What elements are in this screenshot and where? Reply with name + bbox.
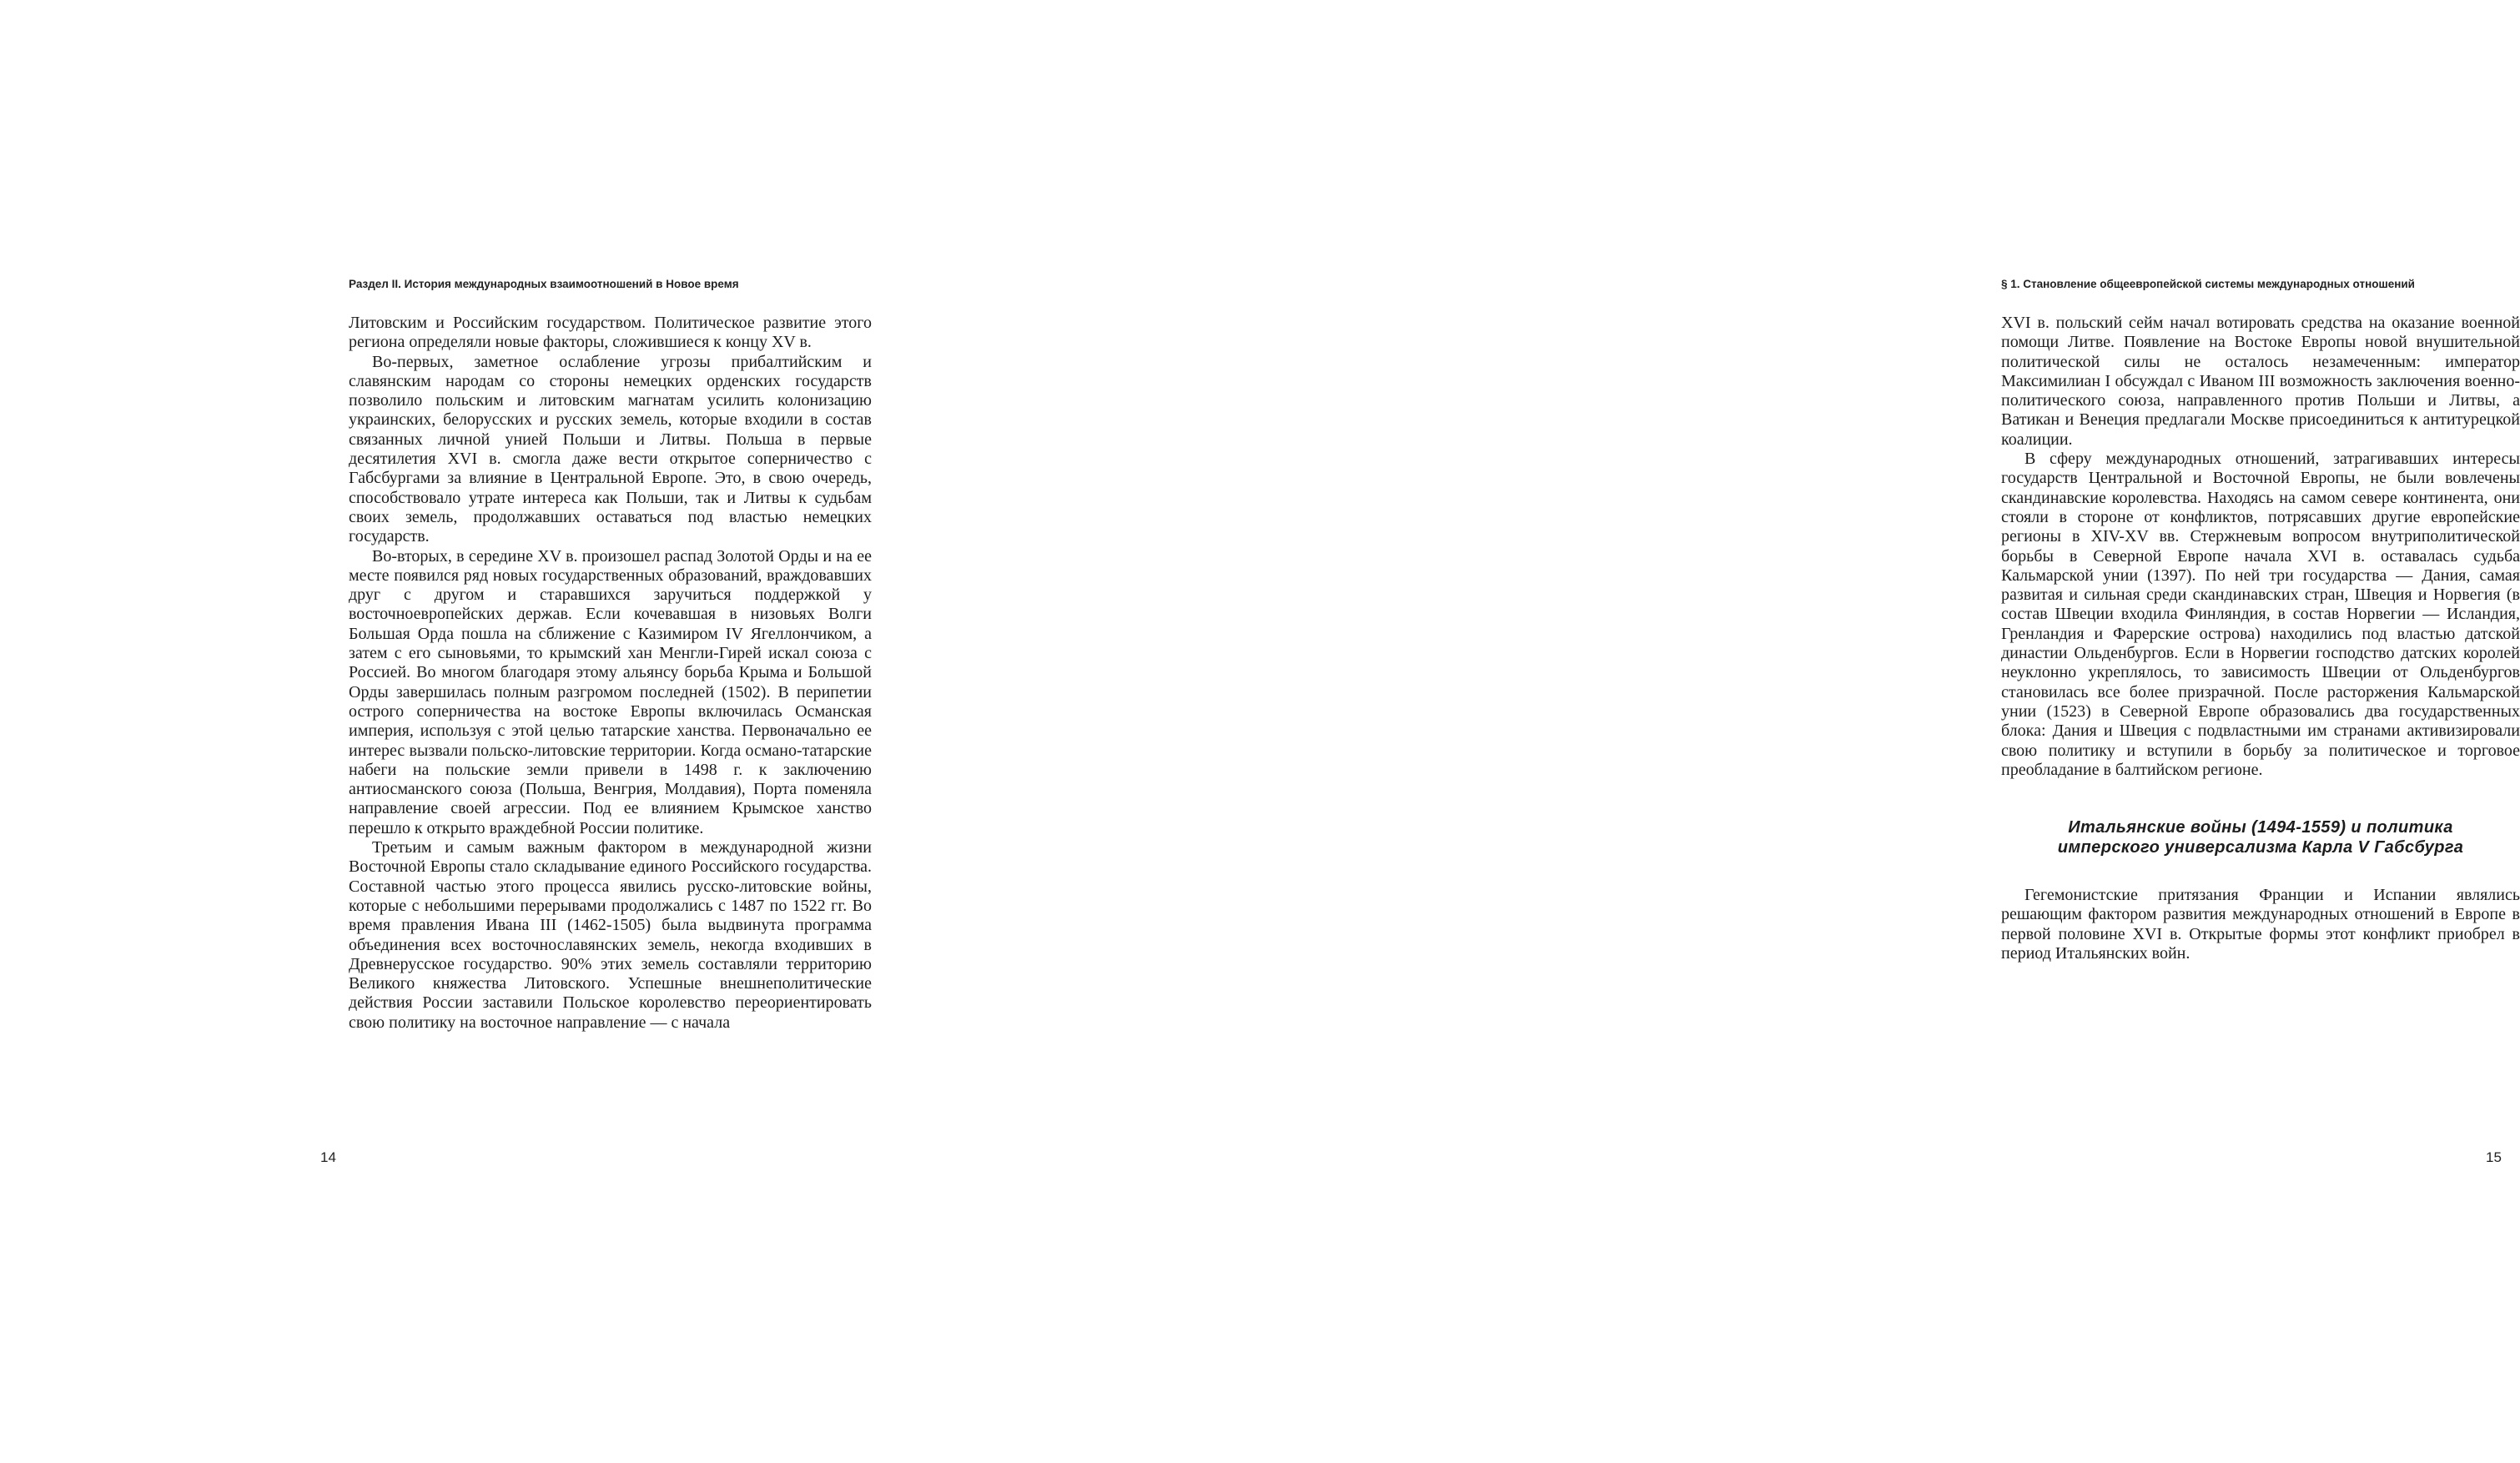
paragraph: Литовским и Российским государством. Политическое развитие этого региона определяли новые факторы, сложившиеся к концу XV в. bbox=[349, 314, 872, 352]
section-heading-line: имперского универсализма Карла V Габсбурга bbox=[2057, 838, 2464, 857]
page-number-right: 15 bbox=[2486, 1149, 2502, 1165]
paragraph: Третьим и самым важным фактором в международной жизни Восточной Европы стало складывание единого Российского государства. Составной частью этого процесса явились русско-литовские войны, которые с небольшими перерывами продолжались с 1487 по 1522 гг. Во время правления Ивана III (1462-1505) была выдвинута программа объединения всех восточнославянских земель, некогда входивших в Древнерусское государство. 90% этих земель составляли территорию Великого княжества Литовского. Успешные внешнеполитические действия России заставили Польское королевство переориентировать свою политику на восточное направление — с начала bbox=[349, 838, 872, 1032]
paragraph: Во-вторых, в середине XV в. произошел распад Золотой Орды и на ее месте появился ряд новых государственных образований, враждовавших друг с другом и старавшихся заручиться поддержкой у восточноевропейских держав. Если кочевавшая в низовьях Волги Большая Орда пошла на сближение с Казимиром IV Ягеллончиком, а затем с его сыновьями, то крымский хан Менгли-Гирей искал союза с Россией. Во многом благодаря этому альянсу борьба Крыма и Большой Орды завершилась полным разгромом последней (1502). В перипетии острого соперничества на востоке Европы включилась Османская империя, используя с этой целью татарские ханства. Первоначально ее интерес вызвали польско-литовские территории. Когда османо-татарские набеги на польские земли привели в 1498 г. к заключению антиосманского союза (Польша, Венгрия, Молдавия), Порта поменяла направление своей агрессии. Под ее влиянием Крымское ханство перешло к открыто враждебной России политике. bbox=[349, 546, 872, 837]
right-page bbox=[1034, 0, 2520, 1463]
paragraph: XVI в. польский сейм начал вотировать средства на оказание военной помощи Литве. Появление на Востоке Европы новой внушительной политической силы не осталось незамеченным: император Максимилиан I обсуждал с Иваном III возможность заключения военно-политического союза, направленного против Польши и Литвы, а Ватикан и Венеция предлагали Москве присоединиться к антитурецкой коалиции. bbox=[2001, 314, 2520, 449]
paragraph: Во-первых, заметное ослабление угрозы прибалтийским и славянским народам со стороны немецких орденских государств позволило польским и литовским магнатам усилить колонизацию украинских, белорусских и русских земель, которые входили в состав связанных личной унией Польши и Литвы. Польша в первые десятилетия XVI в. смогла даже вести открытое соперничество с Габсбургами за влияние в Центральной Европе. Это, в свою очередь, способствовало утрате интереса как Польши, так и Литвы к судьбам своих земель, продолжавших оставаться под властью немецких государств. bbox=[349, 352, 872, 546]
right-page-body bbox=[2001, 314, 2520, 963]
left-page bbox=[0, 0, 1034, 1463]
paragraph: Гегемонистские притязания Франции и Испании являлись решающим фактором развития международных отношений в Европе в первой половине XVI в. Открытые формы этот конфликт приобрел в период Итальянских войн. bbox=[2001, 886, 2520, 963]
left-page-body bbox=[349, 314, 872, 1033]
running-head-right: § 1. Становление общеевропейской системы международных отношений bbox=[2001, 278, 2415, 290]
section-heading-line: Итальянские войны (1494-1559) и политика bbox=[2068, 818, 2453, 837]
paragraph: В сферу международных отношений, затрагивавших интересы государств Центральной и Восточной Европы, не были вовлечены скандинавские королевства. Находясь на самом севере континента, они стояли в стороне от конфликтов, потрясавших другие европейские регионы в XIV-XV вв. Стержневым вопросом внутриполитической борьбы в Северной Европе начала XVI в. оставалась судьба Кальмарской унии (1397). По ней три государства — Дания, самая развитая и сильная среди скандинавских стран, Швеция и Норвегия (в состав Швеции входила Финляндия, в состав Норвегии — Исландия, Гренландия и Фарерские острова) находились под властью датской династии Ольденбургов. Если в Норвегии господство датских королей неуклонно укреплялось, то зависимость Швеции от Ольденбургов становилась все более призрачной. После расторжения Кальмарской унии (1523) в Северной Европе образовались два государственных блока: Дания и Швеция с подвластными им странами активизировали свою политику и вступили в борьбу за политическое и торговое преобладание в балтийском регионе. bbox=[2001, 450, 2520, 779]
running-head-left: Раздел II. История международных взаимоотношений в Новое время bbox=[349, 278, 739, 290]
section-heading bbox=[2001, 817, 2520, 857]
page-number-left: 14 bbox=[320, 1149, 336, 1165]
